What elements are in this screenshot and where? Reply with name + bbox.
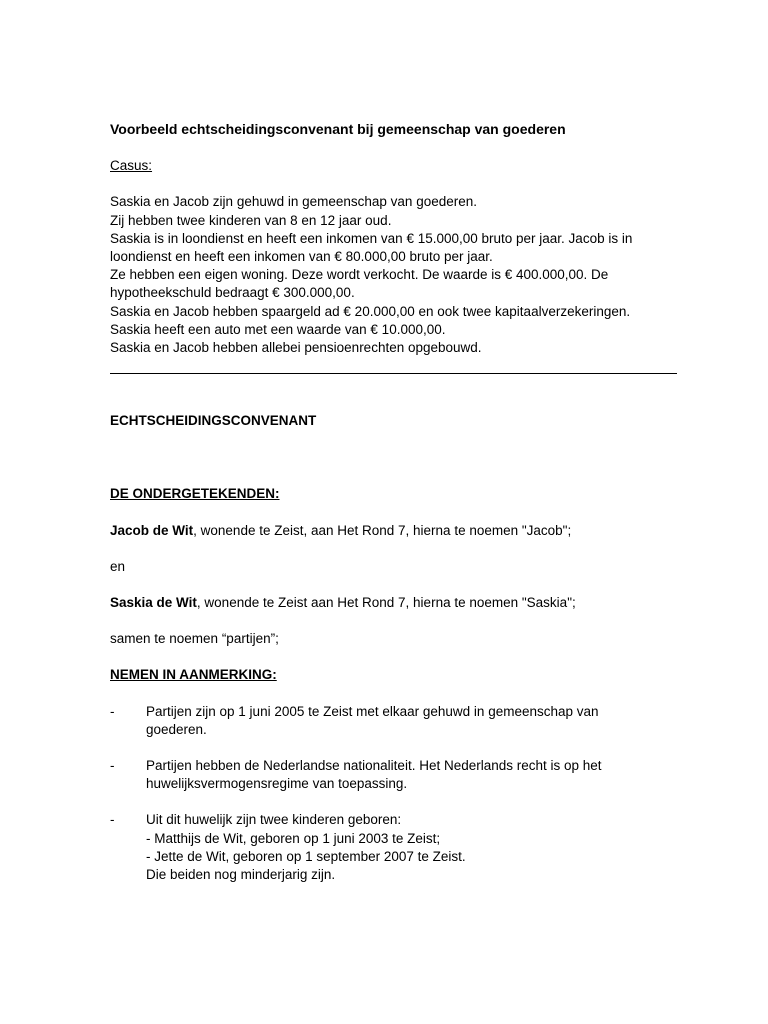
list-item-line: Uit dit huwelijk zijn twee kinderen geboren: [146,812,402,828]
list-item-line: Partijen zijn op 1 juni 2005 te Zeist met elkaar gehuwd in gemeenschap van [146,703,599,719]
list-item-line: huwelijksvermogensregime van toepassing. [146,776,408,792]
casus-line: Saskia is in loondienst en heeft een inkomen van € 15.000,00 bruto per jaar. Jacob is in [110,230,633,246]
casus-line: Ze hebben een eigen woning. Deze wordt verkocht. De waarde is € 400.000,00. De [110,267,609,283]
casus-line: Zij hebben twee kinderen van 8 en 12 jaar oud. [110,212,392,228]
considering-heading: NEMEN IN AANMERKING: [110,667,277,683]
horizontal-divider [110,373,677,374]
casus-line: Saskia en Jacob hebben spaargeld ad € 20.000,00 en ook twee kapitaalverzekeringen. [110,303,631,319]
document-page [110,120,680,884]
bullet-dash: - [110,812,115,828]
convenant-heading: ECHTSCHEIDINGSCONVENANT [110,413,317,429]
list-item-line: goederen. [146,721,207,737]
casus-line: Saskia en Jacob zijn gehuwd in gemeenschap van goederen. [110,194,477,210]
bullet-dash: - [110,703,115,719]
party-jacob [110,522,680,540]
party-saskia [110,594,680,612]
casus-label: Casus: [110,158,153,174]
list-item [110,757,680,793]
document-title: Voorbeeld echtscheidingsconvenant bij gemeenschap van goederen [110,121,566,137]
casus-line: loondienst en heeft een inkomen van € 80.000,00 bruto per jaar. [110,249,493,265]
party-jacob-details: , wonende te Zeist, aan Het Rond 7, hierna te noemen "Jacob"; [193,522,572,538]
list-item-line: - Jette de Wit, geboren op 1 september 2007 te Zeist. [146,848,466,864]
party-jacob-name: Jacob de Wit [110,522,194,538]
list-item [110,703,680,739]
casus-line: Saskia en Jacob hebben allebei pensioenrechten opgebouwd. [110,340,482,356]
list-item-line: - Matthijs de Wit, geboren op 1 juni 2003 te Zeist; [146,830,441,846]
party-saskia-details: , wonende te Zeist aan Het Rond 7, hierna te noemen "Saskia"; [196,595,576,611]
together-text: samen te noemen “partijen”; [110,631,279,647]
party-saskia-name: Saskia de Wit [110,595,197,611]
parties-heading: DE ONDERGETEKENDEN: [110,486,280,502]
list-item-line: Partijen hebben de Nederlandse nationaliteit. Het Nederlands recht is op het [146,758,602,774]
list-item-line: Die beiden nog minderjarig zijn. [146,867,336,883]
casus-text [110,193,680,357]
casus-line: hypotheekschuld bedraagt € 300.000,00. [110,285,355,301]
connector-text: en [110,558,126,574]
casus-line: Saskia heeft een auto met een waarde van € 10.000,00. [110,321,446,337]
list-item [110,811,680,884]
bullet-dash: - [110,758,115,774]
